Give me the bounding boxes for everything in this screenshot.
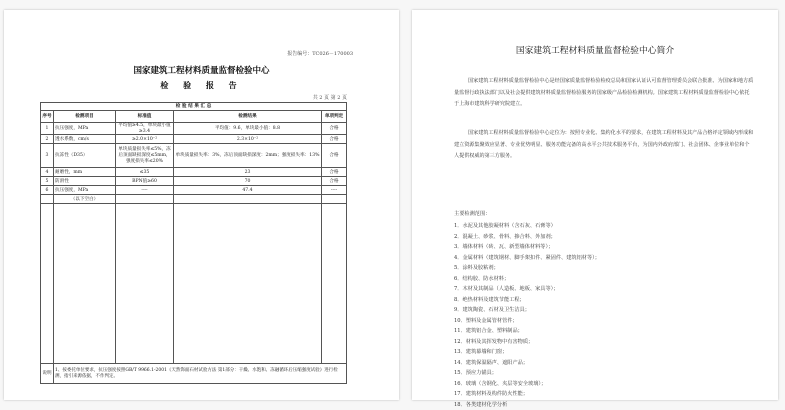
table-row bbox=[41, 135, 347, 144]
intro-paragraph-1: 国家建筑工程材料质量监督检验中心是经国家质量监督检验检疫总局和国家认证认可监督管理委员会联合批准、为国家和地方质量监督行政执法部门以及社会提供建筑材料质量监督检验服务的国家级产品检验检测机构。国家建筑工程材料质量监督检验中心依托于上海市建筑科学研究院建立。 bbox=[454, 76, 754, 111]
row-standard: ---- bbox=[116, 186, 174, 195]
blank-marker: （以下空白） bbox=[54, 195, 116, 204]
row-judge: ---- bbox=[322, 186, 347, 195]
header-judge: 单项判定 bbox=[322, 111, 347, 123]
list-item: 4．金属材料（建筑钢材、脚手架扣件、紧固件、建筑铝材等）； bbox=[454, 253, 600, 264]
header-item: 检测项目 bbox=[54, 111, 116, 123]
intro-title: 国家建筑工程材料质量监督检验中心简介 bbox=[412, 43, 778, 56]
row-judge: 合格 bbox=[322, 135, 347, 144]
center-introduction-page bbox=[412, 10, 778, 400]
row-item: 耐磨性，mm bbox=[54, 168, 116, 177]
row-standard: 平均值≥4.5，单块最小值≥3.4 bbox=[116, 123, 174, 135]
row-no: 5 bbox=[41, 177, 54, 186]
list-item: 6．结构胶、防水材料； bbox=[454, 274, 600, 285]
list-item: 5．涂料及胶粘剂； bbox=[454, 263, 600, 274]
table-row bbox=[41, 123, 347, 135]
institution-title: 国家建筑工程材料质量监督检验中心 bbox=[4, 64, 399, 76]
row-standard: ≤35 bbox=[116, 168, 174, 177]
test-report-page bbox=[4, 10, 399, 400]
list-item: 13．建筑幕墙和门窗； bbox=[454, 347, 600, 358]
notes-row bbox=[41, 364, 347, 384]
row-item: 透水系数，cm/s bbox=[54, 135, 116, 144]
row-judge: 合格 bbox=[322, 177, 347, 186]
notes-text: 1、按委托单位要求，抗压强度按照GB/T 9966.1-2001《天然饰面石材试验方法 第1部分：干燥、水饱和、冻融循环后压缩强度试验》进行检测，指引来源依据，不作判定。 bbox=[54, 364, 347, 384]
list-item: 10．塑料及金属管材管件； bbox=[454, 316, 600, 327]
table-row bbox=[41, 168, 347, 177]
intro-paragraph-2: 国家建筑工程材料质量监督检验中心定位为：按照专业化、集约化水平的要求，在建筑工程材料及其产品合格评定领域内形成和建立资源集聚效应显著、专业优势明显、服务功能完备的高水平公共技术服务平台，为国内外政府部门、社会团体、企事业单位和个人提供权威的第三方服务。 bbox=[454, 128, 754, 163]
list-item: 8．绝热材料及建筑节能工程； bbox=[454, 295, 600, 306]
list-item: 1．水泥及其他胶凝材料（含石灰、石膏等） bbox=[454, 221, 600, 232]
header-result: 检测结果 bbox=[174, 111, 322, 123]
row-result: 单块质量损失率：3%，冻后顶面缺损深度：2mm；强度损失率：13% bbox=[174, 144, 322, 168]
row-item: 防滑性 bbox=[54, 177, 116, 186]
row-item: 抗压强度，MPa bbox=[54, 123, 116, 135]
row-standard: BPN值≥60 bbox=[116, 177, 174, 186]
row-result: 47.4 bbox=[174, 186, 322, 195]
row-result: 2.3×10⁻² bbox=[174, 135, 322, 144]
scope-heading: 主要检测范围： bbox=[454, 210, 490, 217]
notes-label: 说明 bbox=[41, 364, 54, 384]
row-standard: ≥2.0×10⁻² bbox=[116, 135, 174, 144]
scope-list bbox=[454, 221, 600, 410]
table-row bbox=[41, 144, 347, 168]
row-item: 抗压强度，MPa bbox=[54, 186, 116, 195]
list-item: 9．建筑陶瓷、石材及卫生洁具； bbox=[454, 305, 600, 316]
list-item: 2．混凝土、砂浆、骨料、掺合料、外加剂； bbox=[454, 232, 600, 243]
row-no: 6 bbox=[41, 186, 54, 195]
list-item: 12．材料及其挥发物中有害物质； bbox=[454, 337, 600, 348]
row-result: 23 bbox=[174, 168, 322, 177]
table-caption: 检 验 结 果 汇 总 bbox=[41, 103, 347, 111]
row-item: 抗冻性（D35） bbox=[54, 144, 116, 168]
page-indicator: 共 2 页 第 2 页 bbox=[313, 94, 347, 101]
list-item: 3．墙体材料（砖、瓦、新型墙体材料等）； bbox=[454, 242, 600, 253]
table-row bbox=[41, 195, 347, 204]
table-row bbox=[41, 177, 347, 186]
list-item: 17．建筑材料及构件防火性能； bbox=[454, 389, 600, 400]
header-no: 序号 bbox=[41, 111, 54, 123]
report-title: 检 验 报 告 bbox=[4, 80, 399, 91]
row-judge: 合格 bbox=[322, 144, 347, 168]
list-item: 16．玻璃（含钢化、夹层等安全玻璃）； bbox=[454, 379, 600, 390]
row-no: 1 bbox=[41, 123, 54, 135]
list-item: 14．建筑保温隔声、遮阳产品； bbox=[454, 358, 600, 369]
row-no: 4 bbox=[41, 168, 54, 177]
report-number: 报告编号：TC026－170003 bbox=[287, 50, 353, 57]
row-no: 3 bbox=[41, 144, 54, 168]
list-item: 7．木材及其制品（人造板、地板、家具等）； bbox=[454, 284, 600, 295]
row-judge: 合格 bbox=[322, 123, 347, 135]
row-judge: 合格 bbox=[322, 168, 347, 177]
row-result: 70 bbox=[174, 177, 322, 186]
row-result: 平均值：9.6，单块最小值：8.8 bbox=[174, 123, 322, 135]
list-item: 15．预应力锚具； bbox=[454, 368, 600, 379]
table-row bbox=[41, 186, 347, 195]
list-item: 11．建筑铝合金、塑料制品； bbox=[454, 326, 600, 337]
row-standard: 单块质量损失率≤5%，冻后顶面缺损深度≤5mm，强度损失率≤20% bbox=[116, 144, 174, 168]
header-standard: 标准值 bbox=[116, 111, 174, 123]
list-item: 18．各类建材化学分析 bbox=[454, 400, 600, 410]
row-no: 2 bbox=[41, 135, 54, 144]
results-summary-table bbox=[40, 102, 347, 384]
